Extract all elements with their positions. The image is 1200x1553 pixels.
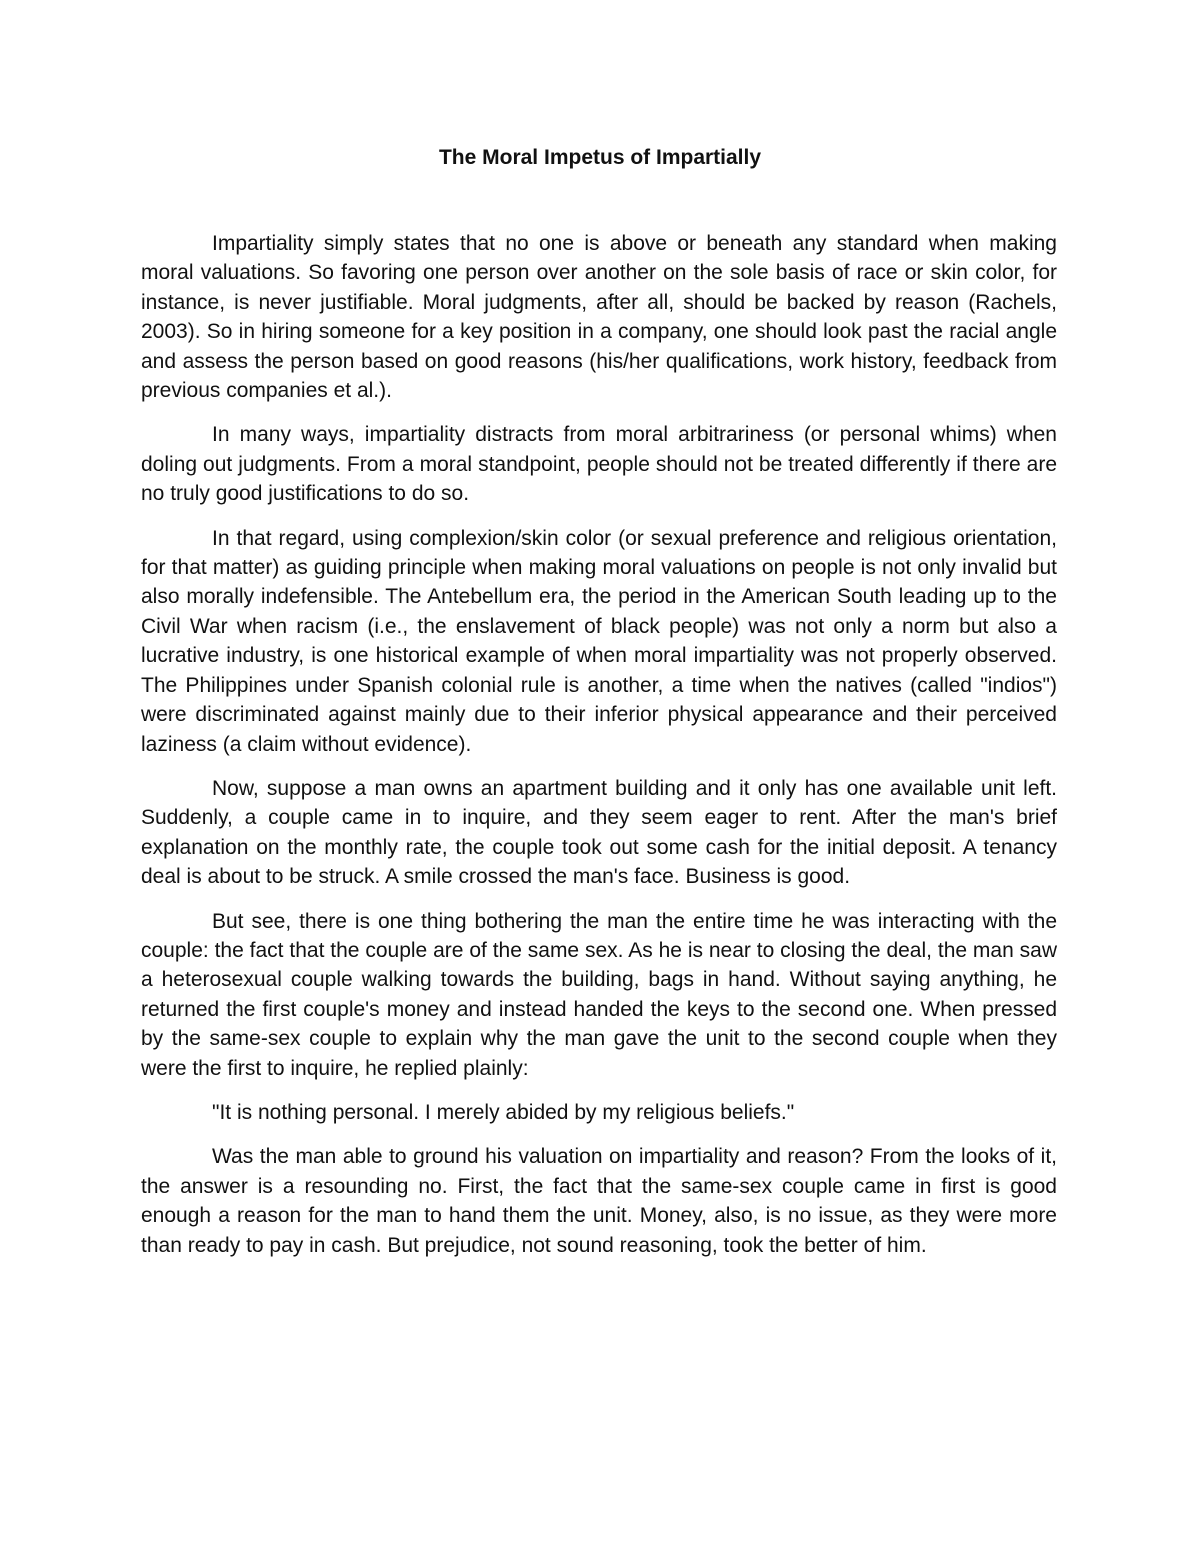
quote-paragraph: "It is nothing personal. I merely abided by my religious beliefs." xyxy=(212,1100,795,1124)
paragraph: In that regard, using complexion/skin color (or sexual preference and religious orientation, for that matter) as guiding principle when making moral valuations on people is not only invalid but also morally indefensible. The Antebellum era, the period in the American South leading up to the Civil War when racism (i.e., the enslavement of black people) was not only a norm but also a lucrative industry, is one historical example of when moral impartiality was not properly observed. The Philippines under Spanish colonial rule is another, a time when the natives (called "indios") were discriminated against mainly due to their inferior physical appearance and their perceived laziness (a claim without evidence). xyxy=(141,526,1057,756)
paragraph: Now, suppose a man owns an apartment building and it only has one available unit left. Suddenly, a couple came in to inquire, and they seem eager to rent. After the man's brief explanation on the monthly rate, the couple took out some cash for the initial deposit. A tenancy deal is about to be struck. A smile crossed the man's face. Business is good. xyxy=(141,776,1057,889)
document-title: The Moral Impetus of Impartially xyxy=(438,146,762,169)
paragraph: In many ways, impartiality distracts from moral arbitrariness (or personal whims) when doling out judgments. From a moral standpoint, people should not be treated differently if there are no truly good justifications to do so. xyxy=(141,423,1057,506)
paragraph: Impartiality simply states that no one is above or beneath any standard when making moral valuations. So favoring one person over another on the sole basis of race or skin color, for instance, is never justifiable. Moral judgments, after all, should be backed by reason (Rachels, 2003). So in hiring someone for a key position in a company, one should look past the racial angle and assess the person based on good reasons (his/her qualifications, work history, feedback from previous companies et al.). xyxy=(141,232,1057,403)
document-body xyxy=(141,229,1057,1275)
paragraph: But see, there is one thing bothering the man the entire time he was interacting with the couple: the fact that the couple are of the same sex. As he is near to closing the deal, the man saw a heterosexual couple walking towards the building, bags in hand. Without saying anything, he returned the first couple's money and instead handed the keys to the second one. When pressed by the same-sex couple to explain why the man gave the unit to the second couple when they were the first to inquire, he replied plainly: xyxy=(141,909,1057,1080)
paragraph: Was the man able to ground his valuation on impartiality and reason? From the looks of it, the answer is a resounding no. First, the fact that the same-sex couple came in first is good enough a reason for the man to hand them the unit. Money, also, is no issue, as they were more than ready to pay in cash. But prejudice, not sound reasoning, took the better of him. xyxy=(141,1145,1057,1257)
